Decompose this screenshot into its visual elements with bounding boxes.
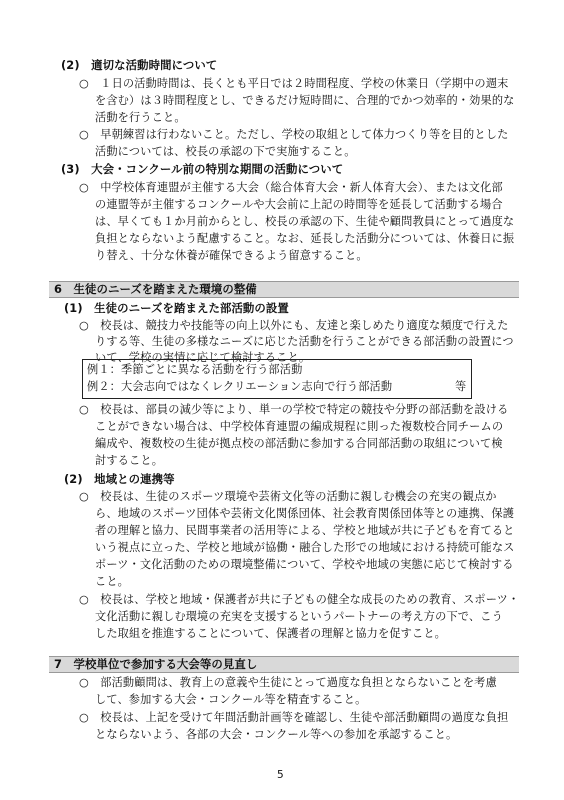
s6-2-p1-line1: ○ 校長は、生徒のスポーツ環境や芸術文化等の活動に親しむ機会の充実の観点か	[79, 490, 497, 503]
s6-2-p1-line2: ら、地域のスポーツ団体や芸術文化関係団体、社会教育関係団体等との連携、保護	[95, 507, 515, 520]
s7-p2-line2: とならないよう、各部の大会・コンクール等への参加を承認すること。	[95, 728, 458, 741]
s2-p1-line3: 活動を行うこと。	[95, 111, 186, 124]
s6-2-p2-line1: ○ 校長は、学校と地域・保護者が共に子どもの健全な成長のための教育、スポーツ・	[79, 593, 520, 606]
s6-1-p1-line2: りする等、生徒の多様なニーズに応じた活動を行うことができる部活動の設置につ	[95, 335, 514, 348]
section-3-heading: (3) 大会・コンクール前の特別な期間の活動について	[61, 162, 344, 176]
s3-p1-line3: は、早くても１か月前からとし、校長の承認の下、生徒や顧問教員にとって過度な	[95, 215, 515, 228]
s6-1-p1-line3: いて、学校の実情に応じて検討すること。	[95, 351, 311, 364]
page-number: 5	[277, 769, 284, 781]
s3-p1-line4: 負担とならないよう配慮すること。なお、延長した活動分については、休養日に振	[95, 232, 515, 245]
section-6-header-bar	[49, 281, 519, 298]
s7-p2-line1: ○ 校長は、上記を受けて年間活動計画等を確認し、生徒や部活動顧問の過度な負担	[79, 711, 509, 724]
s2-p1-line2: を含む）は３時間程度とし、できるだけ短時間に、合理的でかつ効率的・効果的な	[95, 94, 515, 107]
s2-p2-line2: 活動については、校長の承認の下で実施すること。	[95, 145, 356, 158]
s7-p1-line2: して、参加する大会・コンクール等を精査すること。	[95, 693, 367, 706]
s7-p1-line1: ○ 部活動顧問は、教育上の意義や生徒にとって過度な負担とならないことを考慮	[79, 676, 497, 689]
s6-2-p1-line6: こと。	[95, 575, 130, 588]
example-1: 例１：季節ごとに異なる活動を行う部活動	[87, 363, 303, 376]
section-7-header-bar	[49, 656, 519, 673]
s6-2-p1-line4: いう視点に立った、学校と地域が協働・融合した形での地域における持続可能なス	[95, 541, 515, 554]
section-2-heading: (2) 適切な活動時間について	[61, 58, 218, 72]
s6-1-p2-line1: ○ 校長は、部員の減少等により、単一の学校で特定の競技や分野の部活動を設ける	[79, 403, 509, 416]
s6-2-p2-line2: 文化活動に親しむ環境の充実を支援するというパートナーの考え方の下で、こう	[95, 610, 503, 623]
example-2: 例２：大会志向ではなくレクリエーション志向で行う部活動	[87, 380, 393, 393]
s2-p1-line1: ○ １日の活動時間は、長くとも平日では２時間程度、学校の休業日（学期中の週末	[79, 77, 509, 90]
s6-1-p2-line2: ことができない場合は、中学校体育連盟の編成規程に則った複数校合同チームの	[95, 420, 504, 433]
s6-2-p1-line5: ポーツ・文化活動のための環境整備について、学校や地域の実態に応じて検討する	[95, 558, 514, 571]
s3-p1-line5: り替え、十分な休養が確保できるよう留意すること。	[95, 249, 368, 262]
section-7-heading: 7 学校単位で参加する大会等の見直し	[54, 657, 258, 671]
s6-1-p1-line1: ○ 校長は、競技力や技能等の向上以外にも、友達と楽しめたり適度な頻度で行えた	[79, 319, 509, 332]
s3-p1-line2: の連盟等が主催するコンクールや大会前に上記の時間等を延長して活動する場合	[95, 198, 503, 211]
s6-2-p1-line3: 者の理解と協力、民間事業者の活用等による、学校と地域が共に子どもを育てると	[95, 524, 515, 537]
section-6-heading: 6 生徒のニーズを踏まえた環境の整備	[54, 282, 257, 296]
s6-2-p2-line3: した取組を推進することについて、保護者の理解と協力を促すこと。	[95, 627, 447, 640]
section-6-2-heading: (2) 地域との連携等	[64, 472, 175, 486]
s3-p1-line1: ○ 中学校体育連盟が主催する大会（総合体育大会・新人体育大会）、または文化部	[79, 181, 503, 194]
s6-1-p2-line3: 編成や、複数校の生徒が拠点校の部活動に参加する合同部活動の取組について検	[95, 437, 503, 450]
section-6-1-heading: (1) 生徒のニーズを踏まえた部活動の設置	[64, 301, 289, 315]
example-etc: 等	[455, 380, 467, 393]
s2-p2-line1: ○ 早朝練習は行わないこと。ただし、学校の取組として体力つくり等を目的とした	[79, 128, 509, 141]
example-box	[82, 359, 472, 399]
s6-1-p2-line4: 討すること。	[95, 454, 164, 467]
